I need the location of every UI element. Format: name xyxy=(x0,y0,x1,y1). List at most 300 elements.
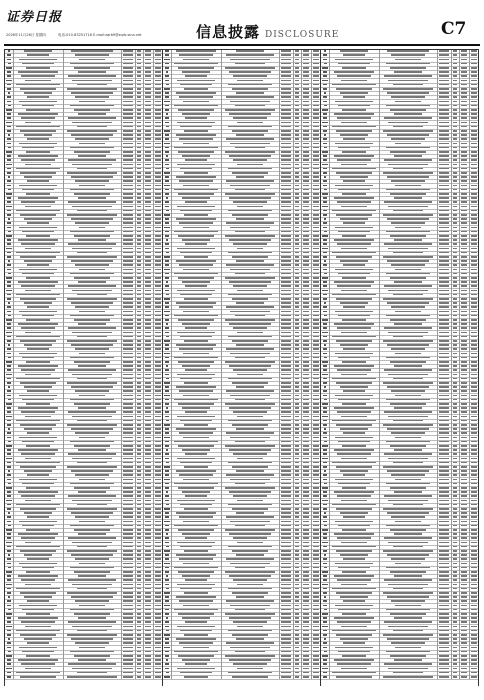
text-placeholder xyxy=(145,239,151,241)
text-placeholder xyxy=(155,143,161,145)
text-placeholder xyxy=(27,222,49,224)
text-placeholder xyxy=(22,147,53,149)
text-placeholder xyxy=(155,277,161,279)
text-placeholder xyxy=(123,189,133,191)
text-placeholder xyxy=(123,109,133,111)
text-placeholder xyxy=(137,235,142,237)
text-placeholder xyxy=(123,231,133,233)
text-placeholder xyxy=(145,134,151,136)
text-placeholder xyxy=(123,168,133,170)
text-placeholder xyxy=(123,201,133,203)
text-placeholder xyxy=(6,193,11,195)
text-placeholder xyxy=(123,227,133,229)
text-placeholder xyxy=(145,168,151,170)
text-placeholder xyxy=(145,113,151,115)
text-placeholder xyxy=(21,201,55,203)
text-placeholder xyxy=(67,172,117,174)
text-placeholder xyxy=(7,214,11,216)
text-placeholder xyxy=(77,126,108,128)
text-placeholder xyxy=(145,92,151,94)
text-placeholder xyxy=(145,151,151,153)
text-placeholder xyxy=(71,176,113,178)
text-placeholder xyxy=(79,269,104,271)
text-placeholder xyxy=(155,138,161,140)
text-placeholder xyxy=(25,290,51,292)
text-placeholder xyxy=(155,197,161,199)
text-placeholder xyxy=(26,67,50,69)
text-placeholder xyxy=(145,105,151,107)
text-placeholder xyxy=(137,138,142,140)
text-placeholder xyxy=(18,281,59,283)
text-placeholder xyxy=(145,130,151,132)
text-placeholder xyxy=(155,172,161,174)
text-placeholder xyxy=(7,59,11,61)
text-placeholder xyxy=(19,101,57,103)
text-placeholder xyxy=(145,252,151,254)
text-placeholder xyxy=(155,248,161,250)
text-placeholder xyxy=(123,277,133,279)
text-placeholder xyxy=(7,117,10,119)
text-placeholder xyxy=(155,256,161,258)
text-placeholder xyxy=(123,101,133,103)
text-placeholder xyxy=(123,122,133,124)
text-placeholder xyxy=(155,151,161,153)
text-placeholder xyxy=(77,294,108,296)
masthead-rule xyxy=(4,44,480,46)
text-placeholder xyxy=(155,75,161,77)
text-placeholder xyxy=(145,256,151,258)
text-placeholder xyxy=(8,134,11,136)
text-placeholder xyxy=(155,122,161,124)
text-placeholder xyxy=(137,168,142,170)
text-placeholder xyxy=(123,273,133,275)
text-placeholder xyxy=(137,210,142,212)
text-placeholder xyxy=(123,92,133,94)
text-placeholder xyxy=(7,239,11,241)
text-placeholder xyxy=(20,130,56,132)
text-placeholder xyxy=(7,298,11,300)
text-placeholder xyxy=(137,67,142,69)
text-placeholder xyxy=(137,155,142,157)
text-placeholder xyxy=(155,50,161,52)
text-placeholder xyxy=(137,92,142,94)
text-placeholder xyxy=(6,67,11,69)
text-placeholder xyxy=(24,176,53,178)
text-placeholder xyxy=(67,130,117,132)
text-placeholder xyxy=(74,151,110,153)
text-placeholder xyxy=(123,285,133,287)
text-placeholder xyxy=(155,130,161,132)
text-placeholder xyxy=(8,231,11,233)
text-placeholder xyxy=(123,239,133,241)
text-placeholder xyxy=(137,243,142,245)
text-placeholder xyxy=(155,210,161,212)
text-placeholder xyxy=(155,164,161,166)
text-placeholder xyxy=(70,231,115,233)
text-placeholder xyxy=(123,117,133,119)
text-placeholder xyxy=(19,185,57,187)
text-placeholder xyxy=(155,235,161,237)
text-placeholder xyxy=(137,75,142,77)
text-placeholder xyxy=(137,63,142,65)
text-placeholder xyxy=(137,252,142,254)
text-placeholder xyxy=(137,96,142,98)
text-placeholder xyxy=(26,193,50,195)
text-placeholder xyxy=(123,218,133,220)
text-placeholder xyxy=(123,264,133,266)
text-placeholder xyxy=(137,59,142,61)
text-placeholder xyxy=(145,67,151,69)
text-placeholder xyxy=(70,63,115,65)
text-placeholder xyxy=(20,214,56,216)
text-placeholder xyxy=(145,269,151,271)
text-placeholder xyxy=(77,252,108,254)
text-placeholder xyxy=(123,130,133,132)
text-placeholder xyxy=(25,122,51,124)
text-placeholder xyxy=(27,180,49,182)
text-placeholder xyxy=(79,185,104,187)
text-placeholder xyxy=(67,88,117,90)
text-placeholder xyxy=(137,264,142,266)
section-title: 信息披露 xyxy=(196,21,260,42)
text-placeholder xyxy=(123,222,133,224)
text-placeholder xyxy=(145,264,151,266)
text-placeholder xyxy=(74,109,110,111)
text-placeholder xyxy=(8,189,11,191)
text-placeholder xyxy=(145,206,151,208)
text-placeholder xyxy=(8,176,11,178)
text-placeholder xyxy=(145,117,151,119)
text-placeholder xyxy=(145,235,151,237)
text-placeholder xyxy=(26,235,50,237)
text-placeholder xyxy=(72,206,111,208)
text-placeholder xyxy=(145,80,151,82)
text-placeholder xyxy=(20,256,56,258)
text-placeholder xyxy=(68,117,116,119)
text-placeholder xyxy=(123,210,133,212)
text-placeholder xyxy=(123,193,133,195)
text-placeholder xyxy=(123,281,133,283)
text-placeholder xyxy=(7,75,10,77)
text-placeholder xyxy=(137,50,142,52)
text-placeholder xyxy=(145,143,151,145)
text-placeholder xyxy=(137,201,142,203)
text-placeholder xyxy=(155,84,161,86)
text-placeholder xyxy=(155,185,161,187)
text-placeholder xyxy=(78,197,106,199)
text-placeholder xyxy=(78,113,106,115)
text-placeholder xyxy=(123,294,133,296)
text-placeholder xyxy=(155,294,161,296)
text-placeholder xyxy=(7,155,11,157)
text-placeholder xyxy=(7,138,12,140)
text-placeholder xyxy=(16,168,59,170)
text-placeholder xyxy=(7,264,12,266)
text-placeholder xyxy=(22,231,53,233)
text-placeholder xyxy=(123,302,133,304)
text-placeholder xyxy=(77,168,108,170)
text-placeholder xyxy=(155,218,161,220)
text-placeholder xyxy=(137,143,142,145)
text-placeholder xyxy=(7,88,11,90)
text-placeholder xyxy=(21,159,55,161)
text-placeholder xyxy=(22,189,53,191)
text-placeholder xyxy=(145,189,151,191)
text-placeholder xyxy=(145,96,151,98)
text-placeholder xyxy=(71,260,113,262)
text-placeholder xyxy=(155,290,161,292)
text-placeholder xyxy=(137,134,142,136)
text-placeholder xyxy=(21,243,55,245)
text-placeholder xyxy=(16,252,59,254)
text-placeholder xyxy=(75,54,109,56)
text-placeholder xyxy=(26,277,50,279)
text-placeholder xyxy=(123,260,133,262)
text-placeholder xyxy=(145,290,151,292)
text-placeholder xyxy=(19,143,57,145)
text-placeholder xyxy=(155,71,161,73)
text-placeholder xyxy=(7,243,10,245)
text-placeholder xyxy=(123,67,133,69)
text-placeholder xyxy=(145,277,151,279)
text-placeholder xyxy=(6,164,11,166)
text-placeholder xyxy=(137,126,142,128)
text-placeholder xyxy=(123,151,133,153)
text-placeholder xyxy=(68,75,116,77)
text-placeholder xyxy=(67,298,117,300)
text-placeholder xyxy=(72,164,111,166)
text-placeholder xyxy=(123,71,133,73)
text-placeholder xyxy=(7,84,12,86)
text-placeholder xyxy=(123,80,133,82)
text-placeholder xyxy=(123,155,133,157)
text-placeholder xyxy=(25,248,51,250)
text-placeholder xyxy=(145,54,151,56)
text-placeholder xyxy=(137,164,142,166)
text-placeholder xyxy=(6,122,11,124)
text-placeholder xyxy=(123,290,133,292)
text-placeholder xyxy=(123,176,133,178)
text-placeholder xyxy=(20,88,56,90)
text-placeholder xyxy=(78,281,106,283)
text-placeholder xyxy=(155,92,161,94)
text-placeholder xyxy=(137,122,142,124)
text-placeholder xyxy=(137,185,142,187)
text-placeholder xyxy=(145,281,151,283)
text-placeholder xyxy=(155,252,161,254)
text-placeholder xyxy=(16,210,59,212)
text-placeholder xyxy=(123,298,133,300)
text-placeholder xyxy=(137,189,142,191)
text-placeholder xyxy=(137,113,142,115)
text-placeholder xyxy=(137,176,142,178)
text-placeholder xyxy=(123,214,133,216)
text-placeholder xyxy=(16,294,59,296)
text-placeholder xyxy=(75,138,109,140)
text-placeholder xyxy=(137,84,142,86)
text-placeholder xyxy=(155,239,161,241)
text-placeholder xyxy=(7,201,10,203)
text-placeholder xyxy=(18,155,59,157)
text-placeholder xyxy=(75,96,109,98)
text-placeholder xyxy=(24,50,53,52)
text-placeholder xyxy=(123,126,133,128)
text-placeholder xyxy=(123,113,133,115)
text-placeholder xyxy=(137,151,142,153)
text-placeholder xyxy=(137,239,142,241)
text-placeholder xyxy=(137,130,142,132)
text-placeholder xyxy=(155,113,161,115)
text-placeholder xyxy=(137,54,142,56)
page-code: C7 xyxy=(441,19,466,39)
text-placeholder xyxy=(155,117,161,119)
text-placeholder xyxy=(22,273,53,275)
text-placeholder xyxy=(155,109,161,111)
text-placeholder xyxy=(22,105,53,107)
text-placeholder xyxy=(137,159,142,161)
text-placeholder xyxy=(21,75,55,77)
text-placeholder xyxy=(6,151,11,153)
text-placeholder xyxy=(145,122,151,124)
text-placeholder xyxy=(71,92,113,94)
text-placeholder xyxy=(8,147,11,149)
text-placeholder xyxy=(7,130,11,132)
text-placeholder xyxy=(123,159,133,161)
text-placeholder xyxy=(123,63,133,65)
text-placeholder xyxy=(145,185,151,187)
text-placeholder xyxy=(137,101,142,103)
text-placeholder xyxy=(145,218,151,220)
text-placeholder xyxy=(27,138,49,140)
text-placeholder xyxy=(137,222,142,224)
text-placeholder xyxy=(145,101,151,103)
text-placeholder xyxy=(22,63,53,65)
text-placeholder xyxy=(155,269,161,271)
edition-date: 2026年11月26日 星期四 xyxy=(6,33,46,38)
text-placeholder xyxy=(123,252,133,254)
text-placeholder xyxy=(155,214,161,216)
text-placeholder xyxy=(123,248,133,250)
text-placeholder xyxy=(155,88,161,90)
text-placeholder xyxy=(24,134,53,136)
text-placeholder xyxy=(155,168,161,170)
text-placeholder xyxy=(6,80,11,82)
text-placeholder xyxy=(145,59,151,61)
text-placeholder xyxy=(137,290,142,292)
text-placeholder xyxy=(18,197,59,199)
text-placeholder xyxy=(27,96,49,98)
text-placeholder xyxy=(79,227,104,229)
text-placeholder xyxy=(137,197,142,199)
text-placeholder xyxy=(123,96,133,98)
text-placeholder xyxy=(155,201,161,203)
text-placeholder xyxy=(155,264,161,266)
text-placeholder xyxy=(145,50,151,52)
text-placeholder xyxy=(123,269,133,271)
text-placeholder xyxy=(137,172,142,174)
text-placeholder xyxy=(26,109,50,111)
text-placeholder xyxy=(155,189,161,191)
text-placeholder xyxy=(70,189,115,191)
text-placeholder xyxy=(7,126,12,128)
text-placeholder xyxy=(7,71,11,73)
text-placeholder xyxy=(78,71,106,73)
fund-disclosure-table xyxy=(4,49,478,686)
text-placeholder xyxy=(137,71,142,73)
text-placeholder xyxy=(123,256,133,258)
text-placeholder xyxy=(7,180,12,182)
text-placeholder xyxy=(7,256,11,258)
text-placeholder xyxy=(68,201,116,203)
text-placeholder xyxy=(25,206,51,208)
text-placeholder xyxy=(145,147,151,149)
text-placeholder xyxy=(155,260,161,262)
text-placeholder xyxy=(137,105,142,107)
text-placeholder xyxy=(137,294,142,296)
text-placeholder xyxy=(8,302,11,304)
text-placeholder xyxy=(123,243,133,245)
text-placeholder xyxy=(137,277,142,279)
text-placeholder xyxy=(155,231,161,233)
text-placeholder xyxy=(79,143,104,145)
text-placeholder xyxy=(21,117,55,119)
text-placeholder xyxy=(68,285,116,287)
text-placeholder xyxy=(123,134,133,136)
text-placeholder xyxy=(123,88,133,90)
text-placeholder xyxy=(70,273,115,275)
masthead xyxy=(0,0,484,46)
section-title-en: DISCLOSURE xyxy=(265,30,339,40)
text-placeholder xyxy=(145,164,151,166)
text-placeholder xyxy=(137,218,142,220)
text-placeholder xyxy=(145,210,151,212)
text-placeholder xyxy=(74,67,110,69)
text-placeholder xyxy=(79,59,104,61)
text-placeholder xyxy=(137,281,142,283)
text-placeholder xyxy=(123,143,133,145)
text-placeholder xyxy=(7,185,11,187)
text-placeholder xyxy=(8,92,11,94)
text-placeholder xyxy=(123,50,133,52)
text-placeholder xyxy=(67,214,117,216)
text-placeholder xyxy=(18,71,59,73)
text-placeholder xyxy=(68,159,116,161)
text-placeholder xyxy=(155,285,161,287)
text-placeholder xyxy=(123,164,133,166)
text-placeholder xyxy=(155,134,161,136)
text-placeholder xyxy=(155,273,161,275)
text-placeholder xyxy=(155,193,161,195)
text-placeholder xyxy=(145,273,151,275)
text-placeholder xyxy=(123,138,133,140)
text-placeholder xyxy=(137,248,142,250)
text-placeholder xyxy=(145,231,151,233)
text-placeholder xyxy=(24,302,53,304)
text-placeholder xyxy=(145,109,151,111)
text-placeholder xyxy=(25,164,51,166)
text-placeholder xyxy=(7,143,11,145)
text-placeholder xyxy=(79,101,104,103)
text-placeholder xyxy=(74,235,110,237)
text-placeholder xyxy=(155,67,161,69)
text-placeholder xyxy=(8,105,11,107)
text-placeholder xyxy=(123,172,133,174)
text-placeholder xyxy=(7,252,12,254)
text-placeholder xyxy=(137,285,142,287)
text-placeholder xyxy=(19,269,57,271)
text-placeholder xyxy=(155,222,161,224)
text-placeholder xyxy=(18,239,59,241)
